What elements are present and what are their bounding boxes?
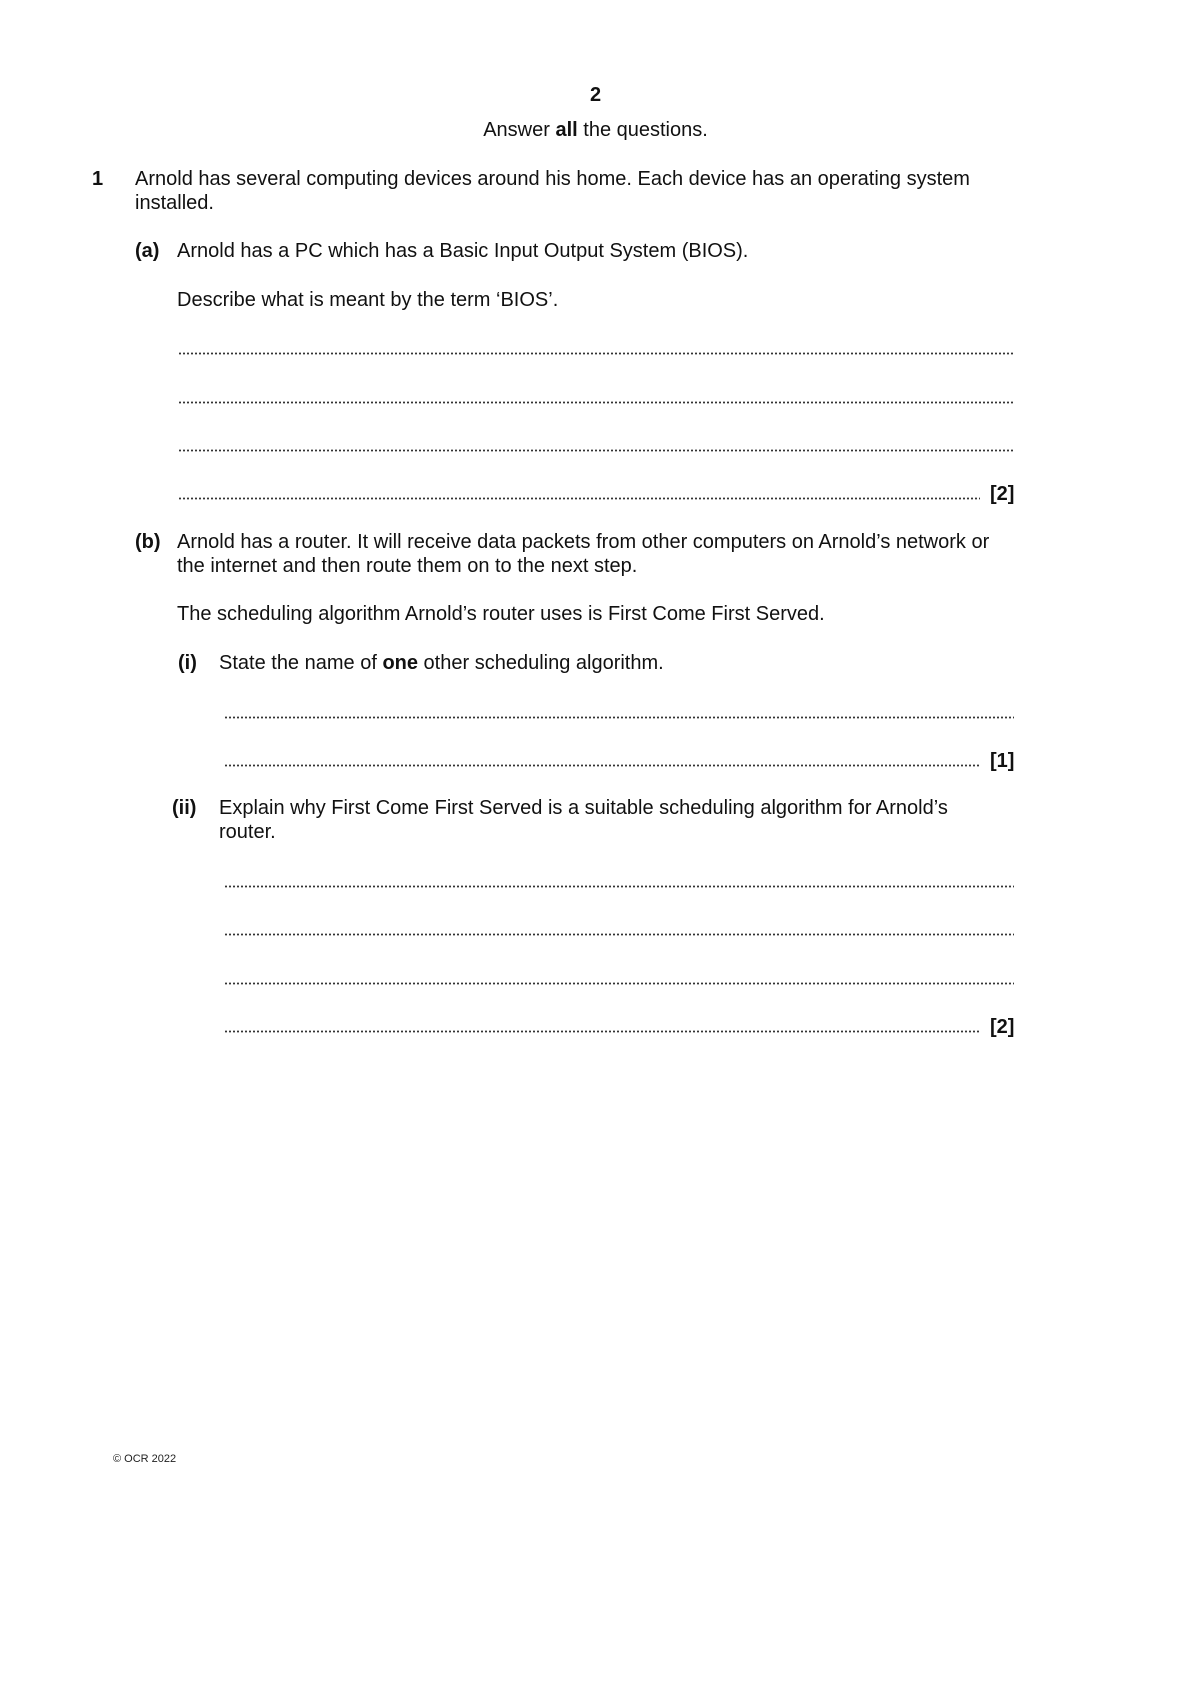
instruction — [0, 117, 1191, 143]
answer-line-ii3[interactable] — [224, 982, 1014, 985]
instruction-emphasis: all — [555, 119, 578, 141]
part-a-label: (a) — [135, 240, 160, 262]
answer-line-ii4[interactable] — [224, 1030, 980, 1033]
sub-i-text — [219, 650, 664, 676]
part-b-statement: The scheduling algorithm Arnold’s router uses is First Come First Served. — [177, 603, 825, 625]
sub-i-emphasis: one — [382, 652, 418, 674]
sub-i-text-start: State the name of — [219, 652, 383, 674]
answer-line-a1[interactable] — [178, 352, 1014, 355]
part-a-text: Arnold has a PC which has a Basic Input Output System (BIOS). — [177, 240, 749, 262]
sub-i-label: (i) — [178, 652, 197, 674]
page-number: 2 — [589, 84, 602, 106]
answer-line-a4[interactable] — [178, 497, 980, 500]
part-b-text-line2: the internet and then route them on to the next step. — [177, 555, 638, 577]
answer-line-a3[interactable] — [178, 449, 1014, 452]
part-b-label: (b) — [135, 531, 161, 553]
part-b-text-line1: Arnold has a router. It will receive data packets from other computers on Arnold’s network or — [177, 531, 990, 553]
sub-ii-marks: [2] — [990, 1016, 1015, 1038]
question-stem-line2: installed. — [135, 192, 214, 214]
part-a-marks: [2] — [990, 483, 1015, 505]
answer-line-a2[interactable] — [178, 401, 1014, 404]
instruction-text-start: Answer — [483, 119, 556, 141]
answer-line-ii2[interactable] — [224, 933, 1014, 936]
sub-ii-label: (ii) — [172, 797, 197, 819]
answer-line-i1[interactable] — [224, 716, 1014, 719]
instruction-text-end: the questions. — [577, 119, 708, 141]
sub-ii-text-line1: Explain why First Come First Served is a suitable scheduling algorithm for Arnold’s — [219, 797, 948, 819]
answer-line-ii1[interactable] — [224, 885, 1014, 888]
sub-i-text-end: other scheduling algorithm. — [418, 652, 664, 674]
answer-line-i2[interactable] — [224, 764, 980, 767]
copyright-footer: © OCR 2022 — [113, 1453, 177, 1465]
part-a-prompt: Describe what is meant by the term ‘BIOS’. — [177, 289, 559, 311]
sub-i-marks: [1] — [990, 750, 1015, 772]
sub-ii-text-line2: router. — [219, 821, 276, 843]
question-stem-line1: Arnold has several computing devices around his home. Each device has an operating system — [135, 168, 970, 190]
question-number: 1 — [92, 168, 104, 190]
